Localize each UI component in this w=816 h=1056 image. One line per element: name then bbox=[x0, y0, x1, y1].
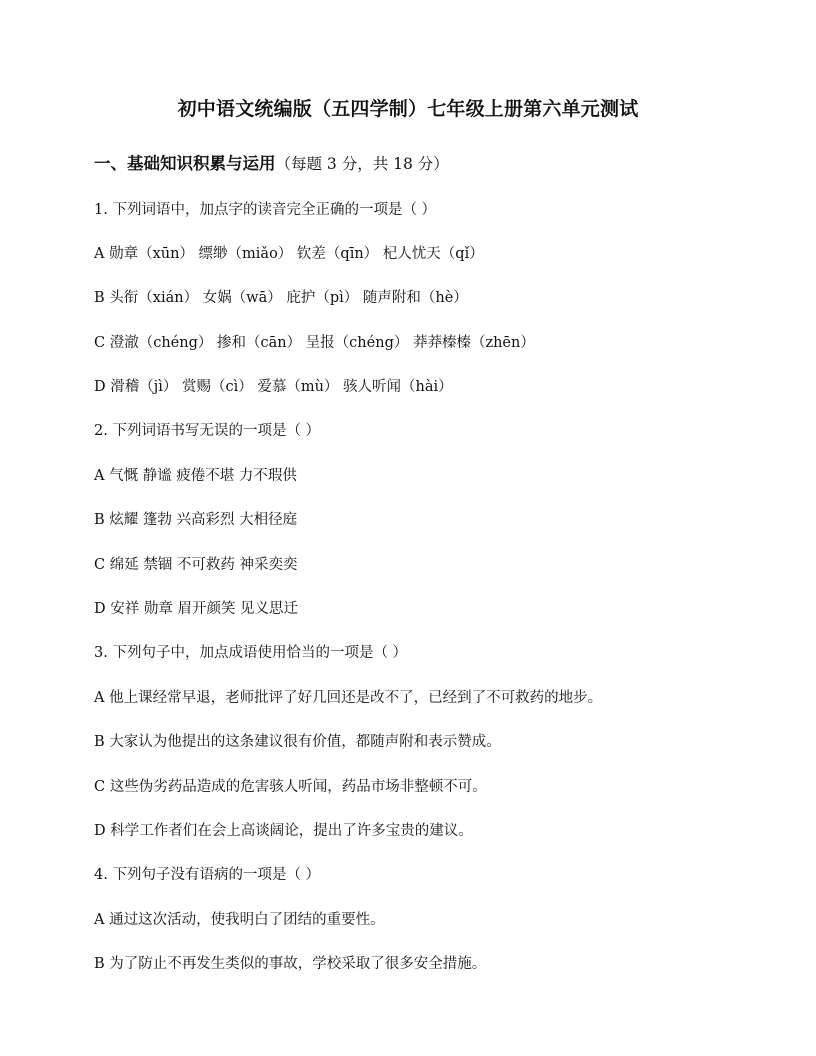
question-2-option-d: D 安祥 勋章 眉开颜笑 见义思迁 bbox=[94, 601, 299, 617]
question-2-option-b: B 炫耀 篷勃 兴高彩烈 大相径庭 bbox=[94, 512, 298, 528]
section-heading bbox=[94, 150, 449, 174]
question-4-stem: 4. 下列句子没有语病的一项是（ ） bbox=[94, 867, 321, 883]
document-title: 初中语文统编版（五四学制）七年级上册第六单元测试 bbox=[177, 98, 639, 120]
question-1-option-d: D 滑稽（jì） 赏赐（cì） 爱慕（mù） 骇人听闻（hài） bbox=[94, 379, 453, 395]
question-1-stem: 1. 下列词语中，加点字的读音完全正确的一项是（ ） bbox=[94, 202, 437, 218]
question-1-option-c: C 澄澈（chéng） 掺和（cān） 呈报（chéng） 莽莽榛榛（zhēn） bbox=[94, 335, 535, 351]
question-2-option-c: C 绵延 禁锢 不可救药 神采奕奕 bbox=[94, 557, 298, 573]
question-3-option-d: D 科学工作者们在会上高谈阔论，提出了许多宝贵的建议。 bbox=[94, 823, 473, 839]
question-4-option-b: B 为了防止不再发生类似的事故，学校采取了很多安全措施。 bbox=[94, 956, 487, 972]
section-heading-text: 一、基础知识积累与运用 bbox=[94, 154, 276, 173]
question-3-option-a: A 他上课经常早退，老师批评了好几回还是改不了，已经到了不可救药的地步。 bbox=[94, 690, 603, 706]
question-3-option-b: B 大家认为他提出的这条建议很有价值，都随声附和表示赞成。 bbox=[94, 734, 501, 750]
question-1-option-a: A 勋章（xūn） 缥缈（miǎo） 钦差（qīn） 杞人忧天（qǐ） bbox=[94, 246, 484, 262]
question-4-option-a: A 通过这次活动，使我明白了团结的重要性。 bbox=[94, 912, 385, 928]
question-2-option-a: A 气慨 静谧 疲倦不堪 力不瑕供 bbox=[94, 468, 297, 484]
section-score-note: （每题 3 分，共 18 分） bbox=[275, 155, 449, 173]
question-3-option-c: C 这些伪劣药品造成的危害骇人听闻，药品市场非整顿不可。 bbox=[94, 779, 487, 795]
question-3-stem: 3. 下列句子中，加点成语使用恰当的一项是（ ） bbox=[94, 645, 408, 661]
question-1-option-b: B 头衔（xián） 女娲（wā） 庇护（pì） 随声附和（hè） bbox=[94, 290, 468, 306]
question-2-stem: 2. 下列词语书写无误的一项是（ ） bbox=[94, 423, 321, 439]
